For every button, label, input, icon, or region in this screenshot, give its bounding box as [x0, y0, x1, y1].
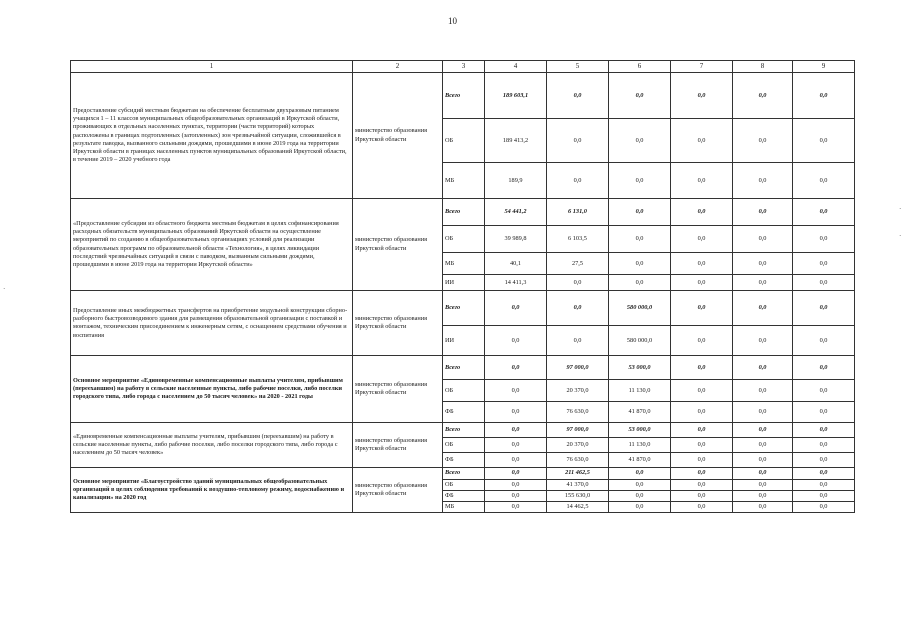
header-cell: 2 — [353, 61, 443, 73]
value-cell: 0,0 — [733, 226, 793, 253]
value-cell: 6 131,0 — [547, 199, 609, 226]
value-cell: 0,0 — [793, 326, 855, 356]
value-cell: 0,0 — [671, 423, 733, 438]
value-cell: 20 370,0 — [547, 438, 609, 453]
value-cell: 0,0 — [671, 226, 733, 253]
margin-mark: · — [899, 232, 902, 240]
header-cell: 1 — [71, 61, 353, 73]
value-cell: 0,0 — [609, 226, 671, 253]
funding-source-cell: Всего — [443, 73, 485, 119]
executor-cell: министерство образования Иркутской области — [353, 291, 443, 356]
measure-description: Основное мероприятие «Благоустройство зданий муниципальных общеобразовательных организаций в целях соблюдения требований к воздушно-тепловому режиму, водоснабжению и канализации» на 2020 год — [71, 468, 353, 513]
value-cell: 0,0 — [793, 199, 855, 226]
funding-source-cell: ОБ — [443, 119, 485, 163]
value-cell: 0,0 — [485, 380, 547, 402]
value-cell: 0,0 — [733, 356, 793, 380]
table-row — [71, 291, 855, 326]
value-cell: 0,0 — [671, 253, 733, 275]
value-cell: 0,0 — [793, 163, 855, 199]
header-cell: 6 — [609, 61, 671, 73]
value-cell: 580 000,0 — [609, 326, 671, 356]
value-cell: 0,0 — [671, 356, 733, 380]
value-cell: 0,0 — [733, 468, 793, 479]
funding-source-cell: ОБ — [443, 438, 485, 453]
margin-mark: · — [899, 205, 902, 213]
value-cell: 211 462,5 — [547, 468, 609, 479]
value-cell: 0,0 — [793, 502, 855, 513]
value-cell: 0,0 — [485, 356, 547, 380]
funding-source-cell: МБ — [443, 163, 485, 199]
value-cell: 39 989,8 — [485, 226, 547, 253]
value-cell: 0,0 — [671, 502, 733, 513]
value-cell: 0,0 — [793, 423, 855, 438]
funding-source-cell: МБ — [443, 502, 485, 513]
value-cell: 0,0 — [793, 468, 855, 479]
funding-source-cell: Всего — [443, 356, 485, 380]
table-row — [71, 356, 855, 380]
header-row — [71, 61, 855, 73]
value-cell: 0,0 — [609, 73, 671, 119]
executor-cell: министерство образования Иркутской области — [353, 73, 443, 199]
value-cell: 0,0 — [793, 275, 855, 291]
value-cell: 41 370,0 — [547, 479, 609, 490]
value-cell: 0,0 — [671, 119, 733, 163]
value-cell: 0,0 — [671, 468, 733, 479]
value-cell: 0,0 — [793, 119, 855, 163]
value-cell: 0,0 — [793, 226, 855, 253]
value-cell: 0,0 — [793, 402, 855, 423]
value-cell: 0,0 — [733, 73, 793, 119]
value-cell: 0,0 — [547, 163, 609, 199]
value-cell: 0,0 — [485, 453, 547, 468]
value-cell: 41 870,0 — [609, 453, 671, 468]
value-cell: 0,0 — [793, 490, 855, 501]
value-cell: 0,0 — [609, 468, 671, 479]
value-cell: 0,0 — [793, 73, 855, 119]
value-cell: 0,0 — [733, 490, 793, 501]
value-cell: 0,0 — [793, 380, 855, 402]
value-cell: 0,0 — [547, 275, 609, 291]
value-cell: 0,0 — [733, 163, 793, 199]
header-cell: 5 — [547, 61, 609, 73]
value-cell: 0,0 — [733, 438, 793, 453]
value-cell: 0,0 — [485, 479, 547, 490]
value-cell: 0,0 — [733, 119, 793, 163]
value-cell: 0,0 — [485, 326, 547, 356]
measure-description: Основное мероприятие «Единовременные компенсационные выплаты учителям, прибывшим (переехавшим) на работу в сельские населенные пункты, либо рабочие поселки, либо поселки городского типа, либо города с населением до 50 тысяч человек» на 2020 - 2021 годы — [71, 356, 353, 423]
value-cell: 0,0 — [485, 490, 547, 501]
value-cell: 0,0 — [671, 199, 733, 226]
value-cell: 0,0 — [671, 402, 733, 423]
value-cell: 0,0 — [671, 163, 733, 199]
funding-source-cell: Всего — [443, 199, 485, 226]
value-cell: 0,0 — [793, 253, 855, 275]
value-cell: 0,0 — [733, 380, 793, 402]
value-cell: 11 130,0 — [609, 380, 671, 402]
value-cell: 0,0 — [733, 402, 793, 423]
value-cell: 0,0 — [733, 326, 793, 356]
value-cell: 6 103,5 — [547, 226, 609, 253]
funding-source-cell: ОБ — [443, 380, 485, 402]
executor-cell: министерство образования Иркутской области — [353, 356, 443, 423]
value-cell: 0,0 — [733, 291, 793, 326]
measure-description: Предоставление субсидий местным бюджетам на обеспечение бесплатным двухразовым питанием учащихся 1 – 11 классов муниципальных общеобразовательных организаций в Иркутской области, проживающих в отдельных населенных пунктах, территории (части территорий) которых расположены в границах подтопленных (затопленных) зон чрезвычайной ситуации, сложившейся в результате паводка, вызванного сильными дождями, прошедшими в июне 2019 года на территории Иркутской области в границах населенных пунктов муниципальных образований Иркутской области, в течение 2019 – 2020 учебного года — [71, 73, 353, 199]
budget-table — [70, 60, 855, 513]
value-cell: 0,0 — [733, 479, 793, 490]
funding-source-cell: ИИ — [443, 326, 485, 356]
funding-source-cell: ФБ — [443, 490, 485, 501]
value-cell: 0,0 — [671, 490, 733, 501]
value-cell: 0,0 — [793, 291, 855, 326]
value-cell: 14 411,3 — [485, 275, 547, 291]
value-cell: 0,0 — [547, 119, 609, 163]
value-cell: 580 000,0 — [609, 291, 671, 326]
value-cell: 0,0 — [547, 291, 609, 326]
value-cell: 20 370,0 — [547, 380, 609, 402]
value-cell: 0,0 — [609, 163, 671, 199]
value-cell: 97 000,0 — [547, 423, 609, 438]
funding-source-cell: ИИ — [443, 275, 485, 291]
value-cell: 0,0 — [733, 253, 793, 275]
table-row — [71, 199, 855, 226]
value-cell: 0,0 — [671, 275, 733, 291]
header-cell: 4 — [485, 61, 547, 73]
value-cell: 0,0 — [671, 291, 733, 326]
measure-description: Предоставление иных межбюджетных трансфертов на приобретение модульной конструкции сборно-разборного быстровозводимого здания для размещения образовательной организации с поставкой и монтажом, техническим присоединением к инженерным сетям, с оснащением средствами обучения и воспитания — [71, 291, 353, 356]
table-row — [71, 468, 855, 479]
value-cell: 189 603,1 — [485, 73, 547, 119]
funding-source-cell: ОБ — [443, 226, 485, 253]
value-cell: 0,0 — [485, 423, 547, 438]
funding-source-cell: Всего — [443, 291, 485, 326]
value-cell: 0,0 — [671, 438, 733, 453]
value-cell: 0,0 — [485, 291, 547, 326]
value-cell: 0,0 — [547, 326, 609, 356]
value-cell: 0,0 — [793, 356, 855, 380]
value-cell: 53 000,0 — [609, 423, 671, 438]
value-cell: 0,0 — [671, 380, 733, 402]
header-cell: 9 — [793, 61, 855, 73]
value-cell: 0,0 — [671, 326, 733, 356]
value-cell: 0,0 — [609, 253, 671, 275]
value-cell: 97 000,0 — [547, 356, 609, 380]
value-cell: 0,0 — [733, 275, 793, 291]
value-cell: 27,5 — [547, 253, 609, 275]
funding-source-cell: Всего — [443, 468, 485, 479]
value-cell: 0,0 — [733, 502, 793, 513]
value-cell: 0,0 — [671, 479, 733, 490]
margin-mark: · — [3, 285, 6, 293]
value-cell: 0,0 — [609, 490, 671, 501]
value-cell: 0,0 — [609, 275, 671, 291]
value-cell: 40,1 — [485, 253, 547, 275]
table-row — [71, 73, 855, 119]
value-cell: 0,0 — [485, 502, 547, 513]
value-cell: 76 630,0 — [547, 402, 609, 423]
executor-cell: министерство образования Иркутской области — [353, 199, 443, 291]
value-cell: 0,0 — [671, 453, 733, 468]
value-cell: 0,0 — [609, 119, 671, 163]
measure-description: «Единовременные компенсационные выплаты учителям, прибывшим (переехавшим) на работу в сельские населенные пункты, либо рабочие поселки, либо поселки городского типа, либо города с населением до 50 тысяч человек» — [71, 423, 353, 468]
value-cell: 0,0 — [485, 402, 547, 423]
value-cell: 0,0 — [733, 453, 793, 468]
value-cell: 0,0 — [609, 199, 671, 226]
value-cell: 14 462,5 — [547, 502, 609, 513]
value-cell: 41 870,0 — [609, 402, 671, 423]
value-cell: 0,0 — [609, 502, 671, 513]
page-number: 10 — [448, 16, 457, 26]
funding-source-cell: ФБ — [443, 402, 485, 423]
value-cell: 189 413,2 — [485, 119, 547, 163]
value-cell: 0,0 — [547, 73, 609, 119]
funding-source-cell: ФБ — [443, 453, 485, 468]
table-row — [71, 423, 855, 438]
value-cell: 0,0 — [733, 423, 793, 438]
executor-cell: министерство образования Иркутской области — [353, 423, 443, 468]
value-cell: 0,0 — [733, 199, 793, 226]
executor-cell: министерство образования Иркутской области — [353, 468, 443, 513]
measure-description: «Предоставление субсидии из областного бюджета местным бюджетам в целях софинансирования расходных обязательств муниципальных образований Иркутской области на осуществление мероприятий по созданию в общеобразовательных организациях условий для реализации образовательных программ по образовательной области «Технология», в целях ликвидации последствий чрезвычайных ситуаций в связи с паводком, вызванным сильными дождями, прошедшими в июне 2019 года на территории Иркутской области» — [71, 199, 353, 291]
funding-source-cell: МБ — [443, 253, 485, 275]
value-cell: 54 441,2 — [485, 199, 547, 226]
header-cell: 7 — [671, 61, 733, 73]
value-cell: 189,9 — [485, 163, 547, 199]
value-cell: 0,0 — [793, 453, 855, 468]
value-cell: 0,0 — [793, 479, 855, 490]
value-cell: 0,0 — [609, 479, 671, 490]
header-cell: 3 — [443, 61, 485, 73]
value-cell: 0,0 — [793, 438, 855, 453]
value-cell: 53 000,0 — [609, 356, 671, 380]
value-cell: 76 630,0 — [547, 453, 609, 468]
header-cell: 8 — [733, 61, 793, 73]
value-cell: 0,0 — [485, 438, 547, 453]
funding-source-cell: ОБ — [443, 479, 485, 490]
value-cell: 155 630,0 — [547, 490, 609, 501]
value-cell: 11 130,0 — [609, 438, 671, 453]
funding-source-cell: Всего — [443, 423, 485, 438]
value-cell: 0,0 — [485, 468, 547, 479]
value-cell: 0,0 — [671, 73, 733, 119]
